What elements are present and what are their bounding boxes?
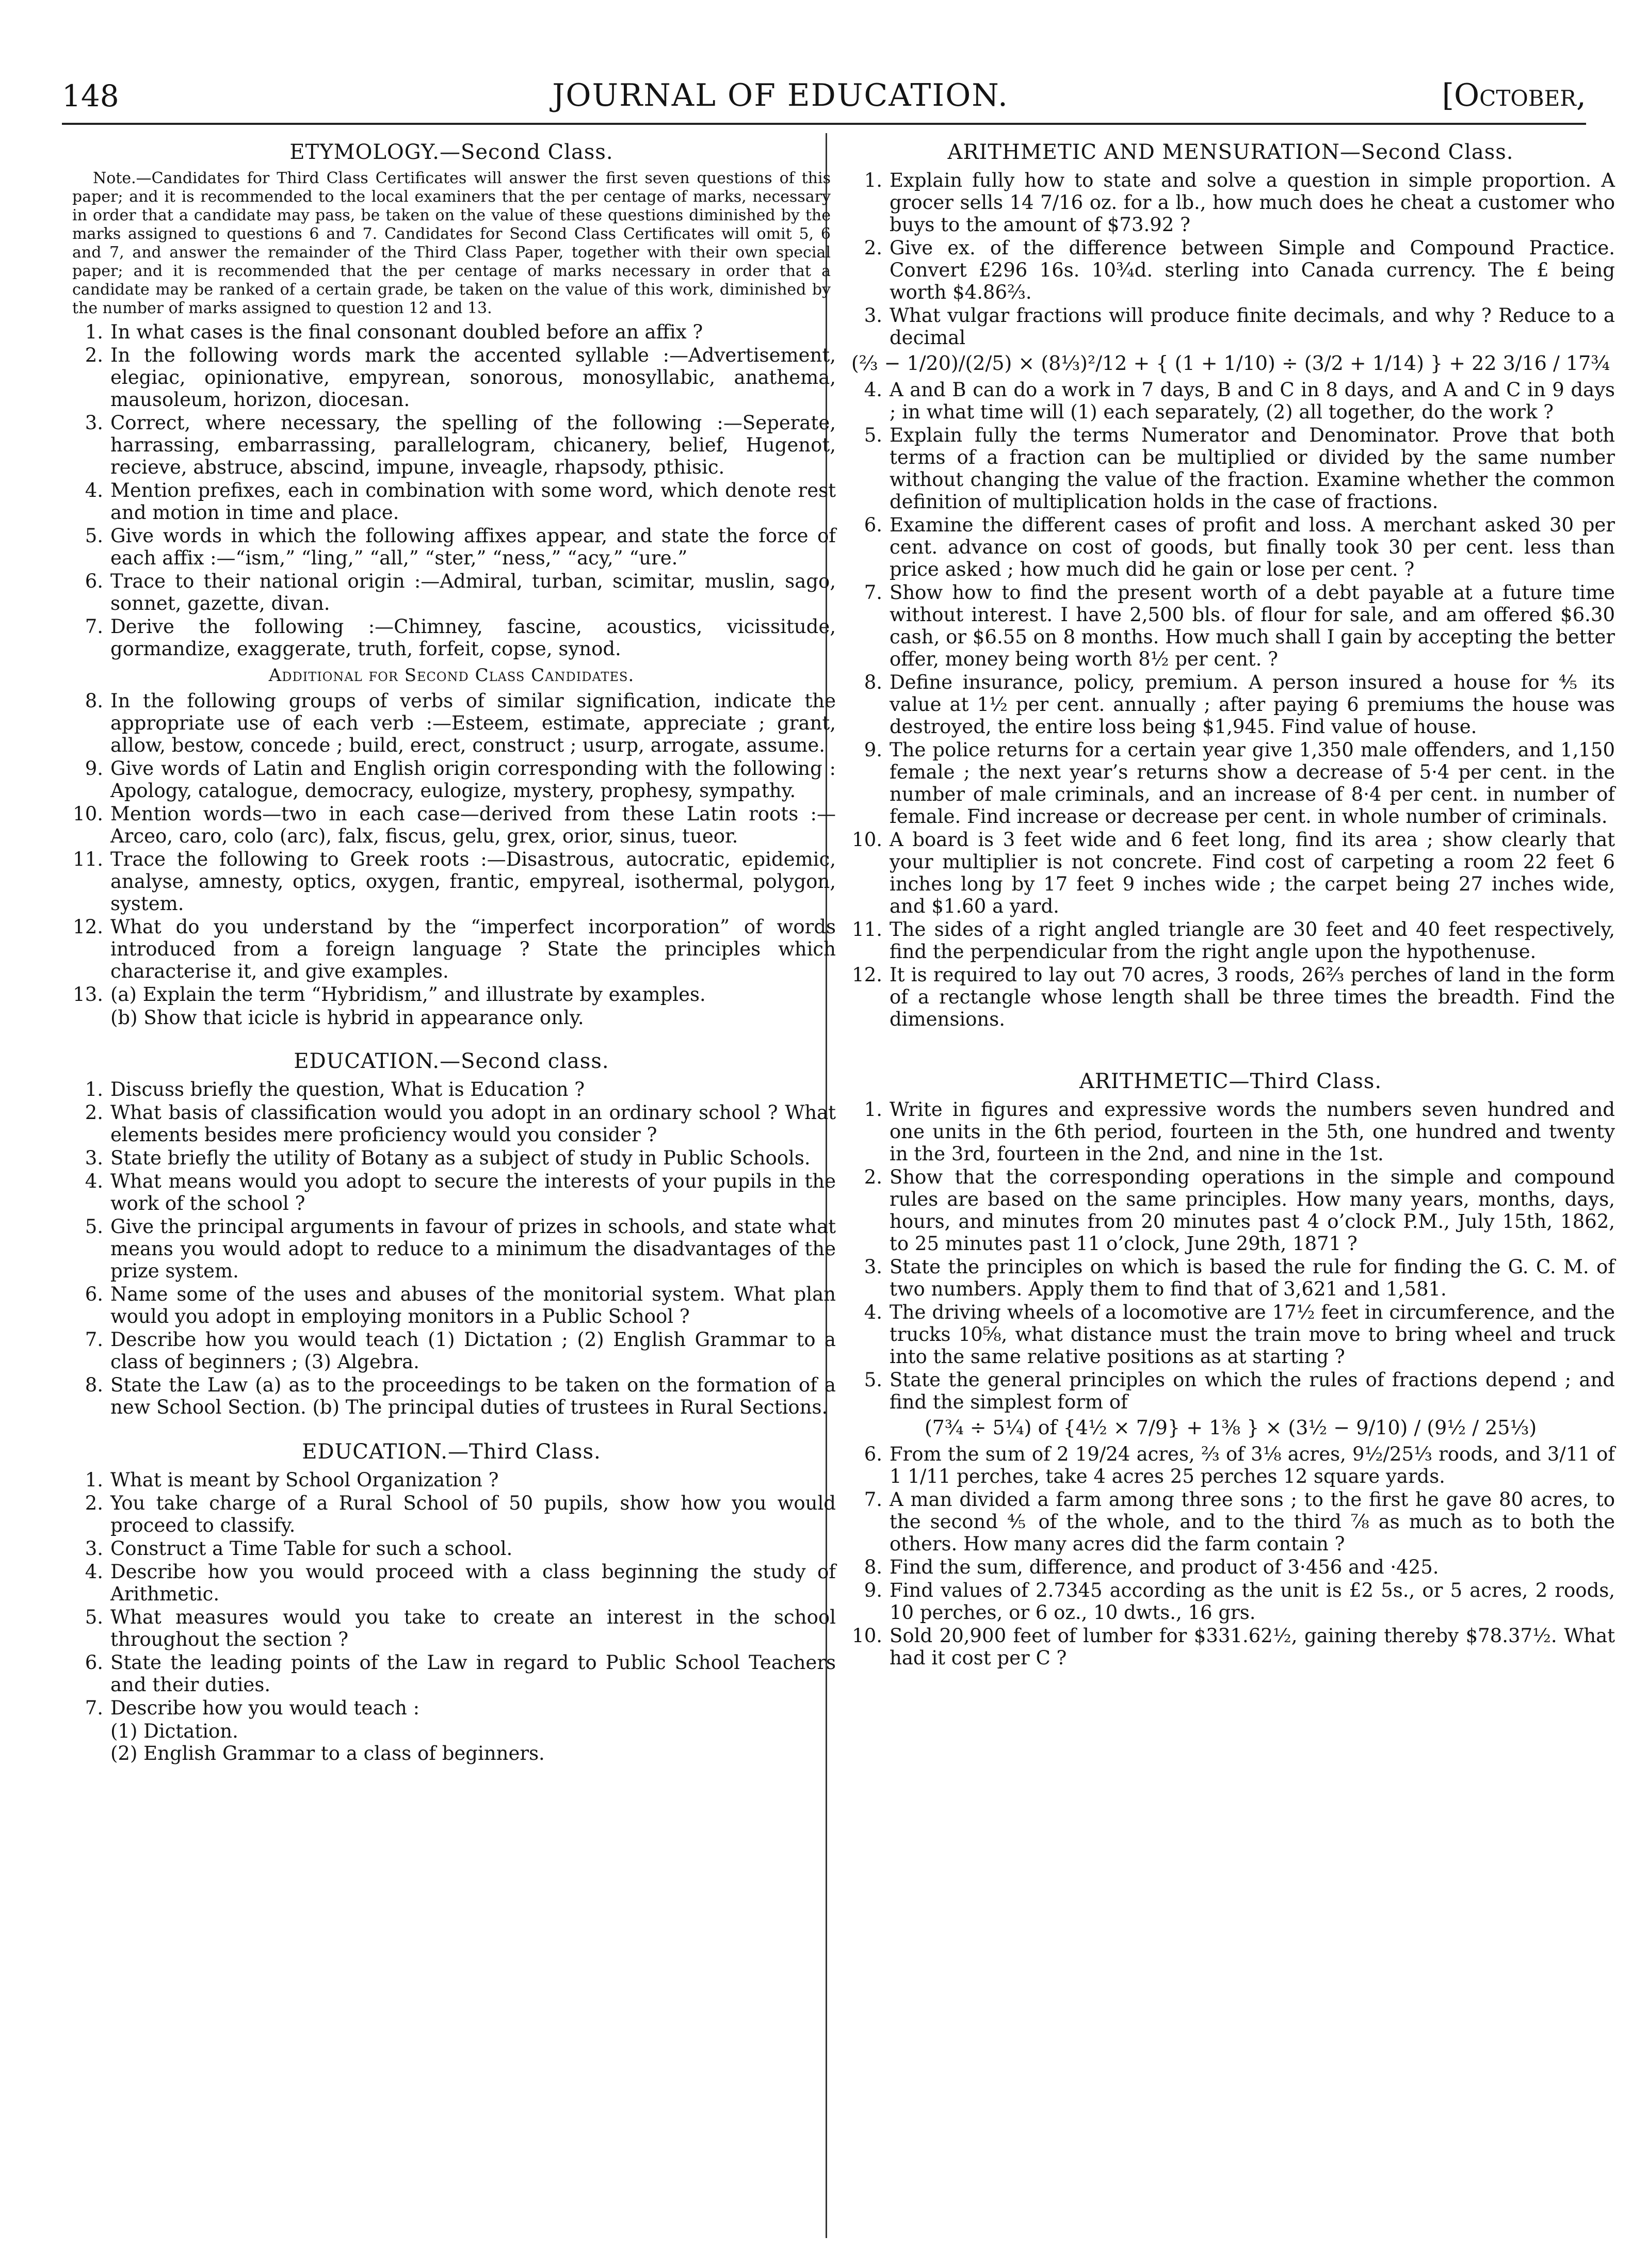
question-number: 6. — [85, 1283, 103, 1305]
question-number: 1. — [85, 1078, 103, 1100]
question-item — [846, 1369, 1615, 1413]
question-item — [846, 1625, 1615, 1669]
question-text: What do you understand by the “imperfect incorporation” of words introduced from a foreign language ? State the principles which characterise it, and give examples. — [110, 916, 836, 982]
question-7-part1: (1) Dictation. — [110, 1720, 238, 1742]
question-item — [67, 615, 836, 660]
question-item — [846, 671, 1615, 738]
question-text: State the Law (a) as to the proceedings to be taken on the formation of a new School Section. (b) The principal duties of trustees in Rural Sections. — [110, 1374, 836, 1418]
question-text: Find values of 2.7345 according as the unit is £2 5s., or 5 acres, 2 roods, 10 perches, or 6 oz., 10 dwts., 16 grs. — [890, 1579, 1615, 1624]
question-text: Give the principal arguments in favour of prizes in schools, and state what means you would adopt to reduce to a minimum the disadvantages of the prize system. — [110, 1216, 836, 1282]
question-number: 3. — [864, 1256, 882, 1278]
question-text: Construct a Time Table for such a school. — [110, 1537, 513, 1560]
question-text: Examine the different cases of profit and loss. A merchant asked 30 per cent. advance on cost of goods, but finally took 30 per cent. less than price asked ; how much did he gain or lose per cent. ? — [890, 514, 1615, 580]
question-item — [67, 1078, 836, 1100]
question-text: Correct, where necessary, the spelling of the following :—Seperate, harrassing, embarrassing, parallelogram, chicanery, belief, Hugenot, recieve, abstruce, abscind, impune, inveagle, rhapsody, pthisic. — [110, 412, 836, 478]
question-text: Give words in which the following affixes appear, and state the force of each affix :—“ism,” “ling,” “all,” “ster,” “ness,” “acy,” “ure.” — [110, 525, 836, 569]
question-number: 7. — [85, 1329, 103, 1351]
question-number: 6. — [864, 514, 882, 536]
education-second-questions — [67, 1078, 836, 1418]
question-number: 2. — [864, 237, 882, 259]
question-number: 4. — [864, 379, 882, 401]
question-number: 3. — [85, 1147, 103, 1169]
section-heading: ARITHMETIC—Third Class. — [1079, 1070, 1382, 1093]
section-heading: EDUCATION.—Third Class. — [302, 1440, 601, 1464]
question-text: Explain fully the terms Numerator and Denominator. Prove that both terms of a fraction can be multiplied or divided by the same number without changing the value of the fraction. Examine whether the common definition of multiplication holds in the case of fractions. — [890, 424, 1615, 513]
question-text: The police returns for a certain year give 1,350 male offenders, and 1,150 female ; the next year’s returns show a decrease of 5·4 per cent. in the number of male criminals, and an increase of 8·4 per cent. in number of female. Find increase or decrease per cent. in whole number of criminals. — [890, 739, 1615, 828]
arithmetic-second-questions-continued — [846, 379, 1615, 1030]
question-number: 9. — [85, 757, 103, 780]
question-text: The sides of a right angled triangle are 30 feet and 40 feet respectively, find the perpendicular from the right angle upon the hypothenuse. — [890, 918, 1615, 963]
question-item — [67, 690, 836, 756]
question-text: You take charge of a Rural School of 50 pupils, show how you would proceed to classify. — [110, 1492, 836, 1536]
question-text: Show that the corresponding operations in the simple and compound rules are based on the same principles. How many years, months, days, hours, and minutes from 20 minutes past 4 o’clock P.M., July 15th, 1862, to 25 minutes past 11 o’clock, June 29th, 1871 ? — [890, 1166, 1615, 1255]
arithmetic-third-questions-continued — [846, 1443, 1615, 1669]
question-item — [67, 525, 836, 569]
question-number: 2. — [85, 1492, 103, 1514]
question-7-part2: (2) English Grammar to a class of beginners. — [110, 1742, 545, 1764]
question-text: Write in figures and expressive words the numbers seven hundred and one units in the 6th period, fourteen in the 5th, one hundred and twenty in the 3rd, fourteen in the 2nd, and nine in the 1st. — [890, 1098, 1615, 1165]
question-number: 5. — [85, 525, 103, 547]
issue-month: [October, — [1442, 77, 1586, 114]
question-number: 7. — [85, 615, 103, 638]
question-text: It is required to lay out 70 acres, 3 roods, 26⅔ perches of land in the form of a rectangle whose length shall be three times the breadth. Find the dimensions. — [890, 964, 1615, 1030]
question-text: What measures would you take to create an interest in the school throughout the section ? — [110, 1606, 836, 1650]
question-item — [846, 379, 1615, 423]
question-number: 8. — [85, 690, 103, 712]
question-item — [67, 1469, 836, 1491]
question-item — [846, 304, 1615, 349]
question-item — [846, 1579, 1615, 1624]
question-number: 1. — [864, 1098, 882, 1121]
formula-question-3: (⅔ − 1/20)/(2/5) × (8⅓)²/12 + { (1 + 1/10) ÷ (3/2 + 1/14) } + 22 3/16 / 17¾ — [851, 352, 1610, 375]
question-text: From the sum of 2 19/24 acres, ⅔ of 3⅛ acres, 9½/25⅓ roods, and 3/11 of 1 1/11 perches, take 4 acres 25 perches 12 square yards. — [890, 1443, 1615, 1487]
question-number: 3. — [864, 304, 882, 327]
question-item — [67, 1537, 836, 1560]
question-item — [846, 964, 1615, 1030]
right-column — [846, 133, 1615, 1670]
question-item — [846, 237, 1615, 303]
question-number: 1. — [864, 169, 882, 191]
question-item — [846, 918, 1615, 963]
question-text: Discuss briefly the question, What is Education ? — [110, 1078, 585, 1100]
arithmetic-third-questions — [846, 1098, 1615, 1413]
question-item — [67, 1216, 836, 1282]
question-text: A man divided a farm among three sons ; to the first he gave 80 acres, to the second ⅘ of the whole, and to the third ⅞ as much as to both the others. How many acres did the farm contain ? — [890, 1488, 1615, 1555]
question-number: 7. — [864, 581, 882, 604]
question-number: 6. — [864, 1443, 882, 1465]
question-item — [67, 1170, 836, 1214]
subsection-heading: Additional for Second Class Candidates. — [268, 665, 635, 686]
question-item — [67, 570, 836, 614]
question-number: 4. — [85, 1561, 103, 1583]
question-number: 4. — [85, 1170, 103, 1192]
question-text: State briefly the utility of Botany as a subject of study in Public Schools. — [110, 1147, 811, 1169]
question-text: What vulgar fractions will produce finite decimals, and why ? Reduce to a decimal — [890, 304, 1615, 349]
question-item — [67, 848, 836, 915]
left-column — [67, 133, 836, 1764]
question-number: 1. — [85, 321, 103, 343]
question-text: In what cases is the final consonant doubled before an affix ? — [110, 321, 703, 343]
section-heading: EDUCATION.—Second class. — [294, 1049, 609, 1073]
question-item — [67, 1283, 836, 1327]
question-number: 7. — [864, 1488, 882, 1511]
question-item — [846, 829, 1615, 917]
question-number: 8. — [85, 1374, 103, 1396]
question-number: 10. — [852, 1625, 882, 1647]
question-number: 3. — [85, 412, 103, 434]
question-item — [67, 321, 836, 343]
question-item — [846, 1301, 1615, 1368]
etymology-additional-questions — [67, 690, 836, 1006]
question-text: Trace to their national origin :—Admiral, turban, scimitar, muslin, sago, sonnet, gazette, divan. — [110, 570, 836, 614]
question-item — [67, 479, 836, 524]
question-item — [846, 1098, 1615, 1165]
question-text: Name some of the uses and abuses of the monitorial system. What plan would you adopt in employing monitors in a Public School ? — [110, 1283, 836, 1327]
question-text: Explain fully how to state and solve a question in simple proportion. A grocer sells 14 7/16 oz. for a lb., how much does he cheat a customer who buys to the amount of $73.92 ? — [890, 169, 1615, 236]
question-item — [846, 514, 1615, 580]
question-number: 5. — [864, 424, 882, 446]
question-text: Mention words—two in each case—derived from these Latin roots :—Arceo, caro, colo (arc), falx, fiscus, gelu, grex, orior, sinus, tueor. — [110, 803, 836, 847]
section-heading: ETYMOLOGY.—Second Class. — [289, 140, 613, 164]
question-item — [67, 1651, 836, 1696]
question-item — [846, 739, 1615, 828]
question-text: Show how to find the present worth of a debt payable at a future time without interest. I have 2,500 bls. of flour for sale, and am offered $6.30 cash, or $6.55 on 8 months. How much shall I gain by accepting the better offer, money being worth 8½ per cent. ? — [890, 581, 1615, 670]
question-item — [67, 1147, 836, 1169]
question-item — [67, 1697, 836, 1719]
question-number: 8. — [864, 671, 882, 693]
question-item — [846, 1443, 1615, 1487]
question-text: Describe how you would teach (1) Dictation ; (2) English Grammar to a class of beginners ; (3) Algebra. — [110, 1329, 836, 1373]
question-number: 13. — [73, 983, 103, 1006]
question-text: (a) Explain the term “Hybridism,” and illustrate by examples. — [110, 983, 706, 1006]
question-text: In the following words mark the accented syllable :—Advertisement, elegiac, opinionative, empyrean, sonorous, monosyllabic, anathema, mausoleum, horizon, diocesan. — [110, 344, 836, 411]
question-item — [846, 581, 1615, 670]
question-item — [67, 1561, 836, 1605]
question-text: What means would you adopt to secure the interests of your pupils in the work of the school ? — [110, 1170, 836, 1214]
question-text: The driving wheels of a locomotive are 17½ feet in circumference, and the trucks 10⅝, what distance must the train move to bring wheel and truck into the same relative positions as at starting ? — [890, 1301, 1615, 1368]
question-text: Give ex. of the difference between Simple and Compound Practice. Convert £296 16s. 10¾d. sterling into Canada currency. The £ being worth $4.86⅔. — [890, 237, 1615, 303]
question-text: Find the sum, difference, and product of 3·456 and ·425. — [890, 1556, 1439, 1578]
question-item — [67, 1374, 836, 1418]
question-text: Give words of Latin and English origin corresponding with the following : Apology, catalogue, democracy, eulogize, mystery, prophesy, sympathy. — [110, 757, 836, 802]
question-number: 9. — [864, 1579, 882, 1601]
question-number: 7. — [85, 1697, 103, 1719]
question-item — [67, 983, 836, 1006]
question-item — [846, 1256, 1615, 1300]
page-header — [62, 67, 1586, 114]
question-number: 1. — [85, 1469, 103, 1491]
question-number: 5. — [864, 1369, 882, 1391]
question-text: Sold 20,900 feet of lumber for $331.62½, gaining thereby $78.37½. What had it cost per C ? — [890, 1625, 1615, 1669]
question-text: Trace the following to Greek roots :—Disastrous, autocratic, epidemic, analyse, amnesty, optics, oxygen, frantic, empyreal, isothermal, polygon, system. — [110, 848, 836, 915]
question-number: 11. — [852, 918, 882, 941]
question-number: 5. — [85, 1216, 103, 1238]
question-text: Mention prefixes, each in combination with some word, which denote rest and motion in time and place. — [110, 479, 836, 524]
question-13b: (b) Show that icicle is hybrid in appearance only. — [110, 1007, 584, 1029]
etymology-questions — [67, 321, 836, 660]
question-item — [67, 1329, 836, 1373]
question-text: State the leading points of the Law in regard to Public School Teachers and their duties. — [110, 1651, 836, 1696]
question-number: 5. — [85, 1606, 103, 1628]
question-item — [67, 1606, 836, 1650]
question-number: 10. — [852, 829, 882, 851]
question-item — [67, 412, 836, 478]
question-number: 2. — [85, 344, 103, 366]
question-item — [846, 1556, 1615, 1578]
question-number: 2. — [85, 1101, 103, 1124]
question-text: A and B can do a work in 7 days, B and C in 8 days, and A and C in 9 days ; in what time will (1) each separately, (2) all together, do the work ? — [890, 379, 1615, 423]
question-item — [67, 1492, 836, 1536]
question-text: In the following groups of verbs of similar signification, indicate the appropriate use of each verb :—Esteem, estimate, appreciate ; grant, allow, bestow, concede ; build, erect, construct ; usurp, arrogate, assume. — [110, 690, 836, 756]
education-third-questions — [67, 1469, 836, 1719]
section-heading: ARITHMETIC AND MENSURATION—Second Class. — [947, 140, 1514, 164]
question-item — [846, 424, 1615, 513]
question-number: 10. — [73, 803, 103, 825]
question-text: Describe how you would teach : — [110, 1697, 420, 1719]
question-item — [67, 757, 836, 802]
question-number: 6. — [85, 570, 103, 592]
question-text: Define insurance, policy, premium. A person insured a house for ⅘ its value at 1½ per cent. annually ; after paying 6 premiums the house was destroyed, the entire loss being $1,945. Find value of house. — [890, 671, 1615, 738]
question-item — [67, 803, 836, 847]
question-text: Derive the following :—Chimney, fascine, acoustics, vicissitude, gormandize, exaggerate, truth, forfeit, copse, synod. — [110, 615, 836, 660]
question-item — [846, 1488, 1615, 1555]
question-number: 4. — [85, 479, 103, 501]
question-number: 8. — [864, 1556, 882, 1578]
question-item — [67, 916, 836, 982]
question-item — [67, 344, 836, 411]
question-text: State the principles on which is based the rule for finding the G. C. M. of two numbers. Apply them to find that of 3,621 and 1,581. — [890, 1256, 1615, 1300]
question-number: 3. — [85, 1537, 103, 1560]
question-text: Describe how you would proceed with a class beginning the study of Arithmetic. — [110, 1561, 836, 1605]
question-number: 2. — [864, 1166, 882, 1188]
question-number: 11. — [73, 848, 103, 870]
page-number: 148 — [62, 78, 119, 114]
etymology-note: Note.—Candidates for Third Class Certificates will answer the first seven questions of this paper; and it is recommended to the local examiners that the per centage of marks, necessary in order that a candidate may pass, be taken on the value of these questions diminished by the marks assigned to questions 6 and 7. Candidates for Second Class Certificates will omit 5, 6 and 7, and answer the remainder of the Third Class Paper, together with their own special paper; and it is recommended that the per centage of marks necessary in order that a candidate may be ranked of a certain grade, be taken on the value of this work, diminished by the number of marks assigned to question 12 and 13. — [72, 169, 831, 317]
question-number: 12. — [852, 964, 882, 986]
question-number: 9. — [864, 739, 882, 761]
question-item — [67, 1101, 836, 1146]
question-text: What is meant by School Organization ? — [110, 1469, 499, 1491]
header-rule — [62, 123, 1586, 125]
question-text: What basis of classification would you adopt in an ordinary school ? What elements besides mere proficiency would you consider ? — [110, 1101, 836, 1146]
arithmetic-second-questions — [846, 169, 1615, 349]
question-number: 12. — [73, 916, 103, 938]
question-item — [846, 1166, 1615, 1255]
question-number: 4. — [864, 1301, 882, 1323]
question-text: A board is 3 feet wide and 6 feet long, find its area ; show clearly that your multiplier is not concrete. Find cost of carpeting a room 22 feet 6 inches long by 17 feet 9 inches wide ; the carpet being 27 inches wide, and $1.60 a yard. — [890, 829, 1615, 917]
question-number: 6. — [85, 1651, 103, 1674]
question-item — [846, 169, 1615, 236]
journal-title: JOURNAL OF EDUCATION. — [552, 77, 1009, 114]
formula-question-5: (7¾ ÷ 5¼) of {4½ × 7/9} + 1⅜ } × (3½ − 9/10) / (9½ / 25⅓) — [924, 1416, 1537, 1439]
question-text: State the general principles on which the rules of fractions depend ; and find the simplest form of — [890, 1369, 1615, 1413]
